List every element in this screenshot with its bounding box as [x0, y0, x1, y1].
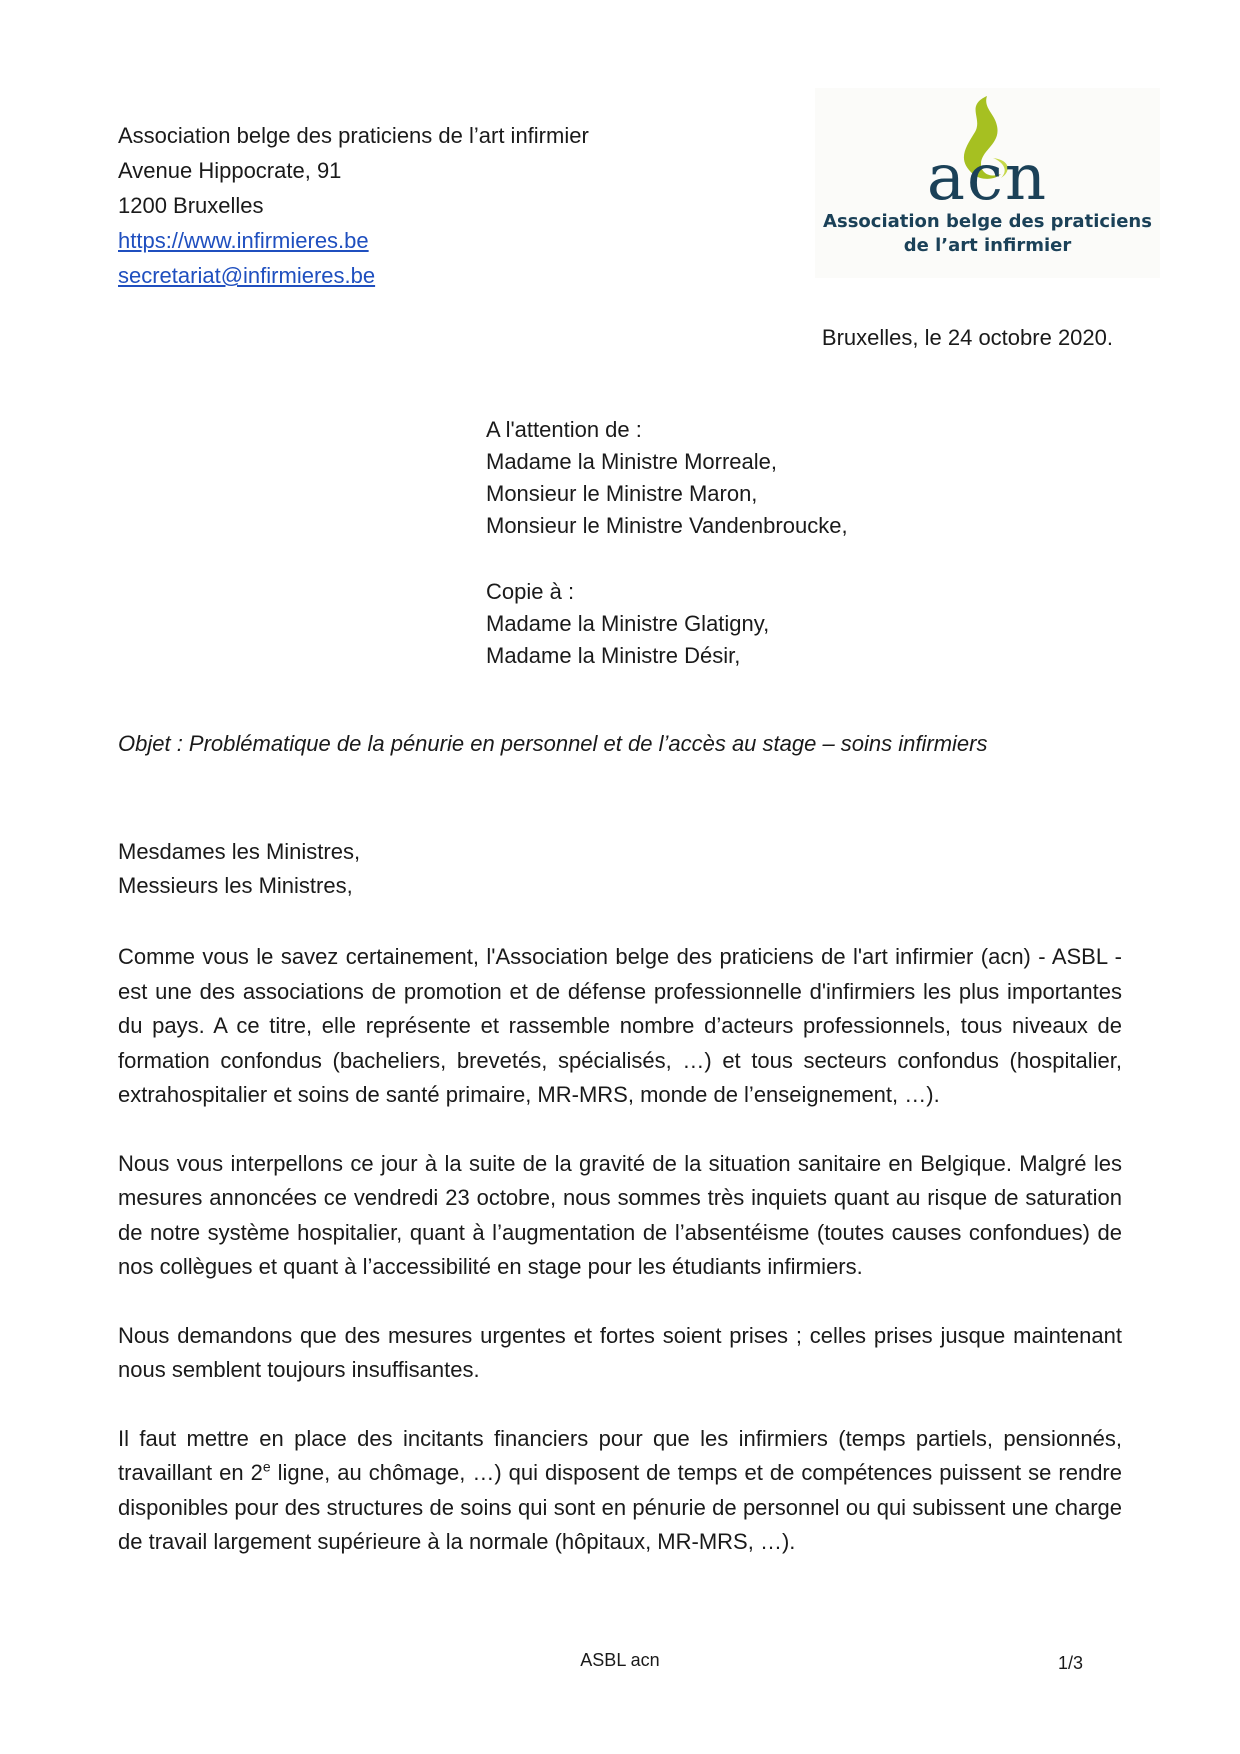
cc-line: Madame la Ministre Glatigny,: [486, 611, 770, 636]
sender-city: 1200 Bruxelles: [118, 193, 264, 218]
letter-date: Bruxelles, le 24 octobre 2020.: [821, 325, 1113, 350]
sender-name: Association belge des praticiens de l’art infirmier: [118, 123, 589, 148]
letter-body: [118, 940, 1122, 1594]
salutation-line: Messieurs les Ministres,: [118, 873, 353, 898]
cc-line: Madame la Ministre Désir,: [486, 643, 741, 668]
acn-logo: [815, 88, 1160, 278]
logo-wordmark: acn: [926, 141, 1049, 215]
sender-address: [118, 118, 589, 293]
footer-org: ASBL acn: [580, 1650, 660, 1670]
paragraph-4: Il faut mettre en place des incitants financiers pour que les infirmiers (temps partiels, pensionnés, travaillant en 2e ligne, au chômage, …) qui disposent de temps et de compétences puissent se rendre disponibles pour des structures de soins qui sont en pénurie de personnel ou qui subissent une charge de travail largement supérieure à la normale (hôpitaux, MR-MRS, …).: [118, 1425, 1122, 1554]
salutation-line: Mesdames les Ministres,: [118, 839, 361, 864]
sender-street: Avenue Hippocrate, 91: [118, 158, 342, 183]
subject-line: Objet : Problématique de la pénurie en personnel et de l’accès au stage – soins infirmiers: [118, 731, 988, 756]
website-link[interactable]: https://www.infirmieres.be: [118, 228, 369, 253]
recipient-line: Madame la Ministre Morreale,: [486, 449, 777, 474]
logo-line-1: Association belge des praticiens: [823, 211, 1152, 232]
copy-label: Copie à :: [486, 579, 575, 604]
logo-line-2: de l’art infirmier: [903, 235, 1072, 256]
page-number: 1/3: [1058, 1653, 1084, 1673]
paragraph-1: Comme vous le savez certainement, l'Association belge des praticiens de l'art infirmier (acn) - ASBL - est une des associations de promotion et de défense professionnelle d'infirmiers les plus importantes du pays. A ce titre, elle représente et rassemble nombre d’acteurs professionnels, tous niveaux de formation confondus (bacheliers, brevetés, spécialisés, …) et tous secteurs confondus (hospitalier, extrahospitalier et soins de santé primaire, MR-MRS, monde de l’enseignement, …).: [118, 944, 1122, 1107]
paragraph-3: Nous demandons que des mesures urgentes et fortes soient prises ; celles prises jusque maintenant nous semblent toujours insuffisantes.: [118, 1322, 1122, 1382]
recipients-block: [486, 414, 848, 672]
paragraph-2: Nous vous interpellons ce jour à la suite de la gravité de la situation sanitaire en Belgique. Malgré les mesures annoncées ce vendredi 23 octobre, nous sommes très inquiets quant au risque de saturation de notre système hospitalier, quant à l’augmentation de l’absentéisme (toutes causes confondues) de nos collègues et quant à l’accessibilité en stage pour les étudiants infirmiers.: [118, 1150, 1122, 1279]
attention-label: A l'attention de :: [486, 417, 642, 442]
recipient-line: Monsieur le Ministre Maron,: [486, 481, 758, 506]
salutation: [118, 835, 360, 903]
recipient-line: Monsieur le Ministre Vandenbroucke,: [486, 513, 848, 538]
email-link[interactable]: secretariat@infirmieres.be: [118, 263, 376, 288]
